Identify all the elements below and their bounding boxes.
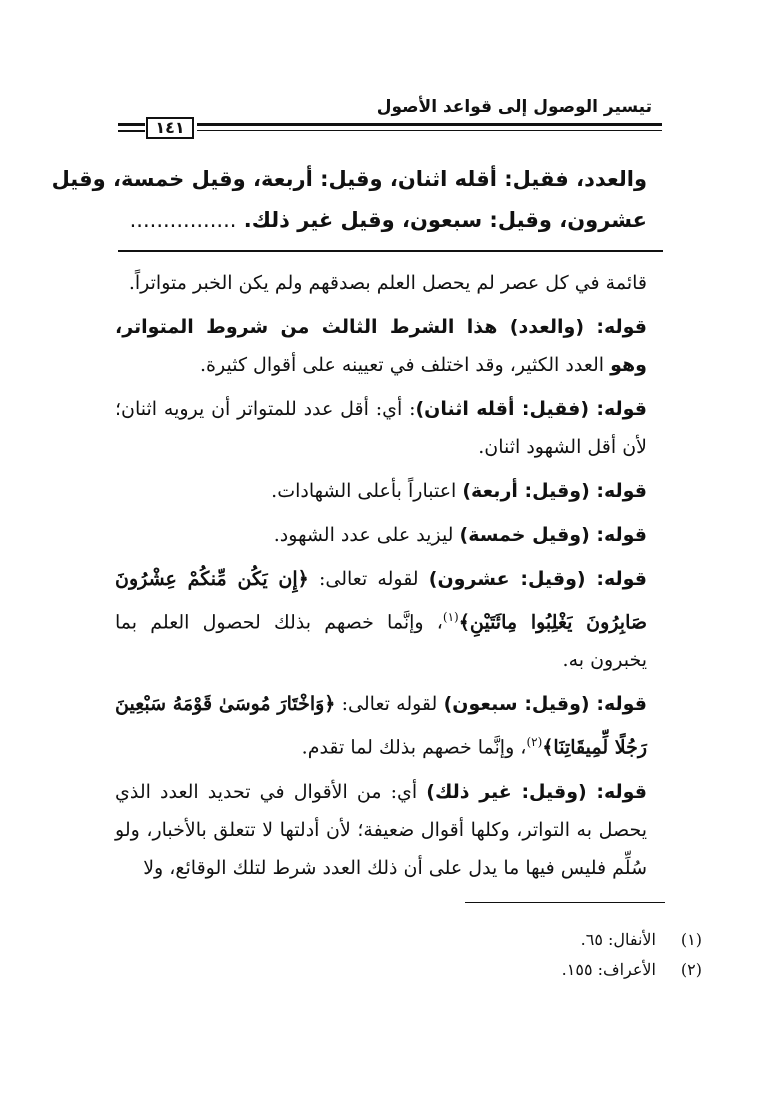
p3-rest: : أي: أقل عدد للمتواتر أن يرويه اثنان؛ لأن أقل الشهود اثنان. (115, 398, 647, 458)
header-rule-left-thin (118, 130, 145, 132)
p6-pre: قوله: (585, 568, 647, 590)
p5-bold: (وقيل خمسة) (459, 524, 590, 546)
p5-pre: قوله: (589, 524, 647, 546)
p8-bold: (وقيل: غير ذلك) (426, 780, 587, 803)
footnote-separator-rule (465, 902, 665, 903)
p7-bold: (وقيل: سبعون) (443, 693, 590, 716)
commentary-paragraph-7 (115, 685, 647, 766)
p4-rest: اعتباراً بأعلى الشهادات. (271, 480, 463, 502)
p7-pre: قوله: (589, 693, 647, 716)
page-number: ١٤١ (146, 117, 194, 139)
p6-rest: ، وإنَّما خصهم بذلك لحصول العلم بما يخبرون به. (115, 611, 647, 672)
footnote-number: (٢) (680, 960, 702, 979)
header-rule-right (197, 123, 662, 126)
quran-verse-anfal: ﴿إِن يَكُن مِّنكُمْ عِشْرُونَ صَابِرُونَ يَغْلِبُوا مِائَتَيْنِ﴾ (115, 568, 647, 634)
footnote-1 (562, 925, 702, 955)
p2-lead: قوله: (والعدد) هذا الشرط الثالث من شروط المتواتر، وهو (115, 316, 647, 376)
p6-bold: (وقيل: عشرون) (428, 568, 586, 590)
p7-rest: ، وإنَّما خصهم بذلك لما تقدم. (301, 736, 527, 759)
footnote-ref-2[interactable]: (٢) (526, 735, 543, 750)
matn-separator-rule (118, 250, 663, 252)
p7-mid: لقوله تعالى: (335, 693, 444, 716)
p4-bold: (وقيل: أربعة) (462, 480, 590, 502)
header-rule-left (118, 123, 145, 126)
matn-line-1: والعدد، فقيل: أقله اثنان، وقيل: أربعة، وقيل خمسة، وقيل (51, 167, 647, 191)
footnotes (562, 925, 702, 985)
footnote-ref-1[interactable]: (١) (442, 610, 459, 624)
p2-rest: العدد الكثير، وقد اختلف في تعيينه على أقوال كثيرة. (200, 354, 605, 376)
commentary-paragraph-2 (115, 308, 647, 384)
matn-text (51, 159, 647, 241)
commentary-paragraph-3 (115, 390, 647, 466)
quran-verse-araf: ﴿وَاخْتَارَ مُوسَىٰ قَوْمَهُ سَبْعِينَ رَجُلًا لِّمِيقَاتِنَا﴾ (115, 693, 647, 759)
commentary-paragraph-8 (115, 773, 647, 887)
matn-line-2-text: عشرون، وقيل: سبعون، وقيل غير ذلك. (243, 208, 647, 232)
p8-pre: قوله: (586, 780, 647, 803)
footnote-number: (١) (680, 930, 702, 949)
commentary-body (115, 264, 647, 887)
footnote-text: الأنفال: ٦٥. (580, 930, 656, 949)
footnote-text: الأعراف: ١٥٥. (561, 960, 656, 979)
commentary-paragraph-5 (115, 516, 647, 554)
matn-line-2 (115, 200, 647, 241)
p4-pre: قوله: (589, 480, 647, 502)
p5-rest: ليزيد على عدد الشهود. (273, 524, 460, 546)
running-title: تيسير الوصول إلى قواعد الأصول (376, 97, 652, 117)
matn-dots: ................ (129, 208, 237, 232)
p8-rest: أي: من الأقوال في تحديد العدد الذي يحصل به التواتر، وكلها أقوال ضعيفة؛ لأن أدلتها لا تتعلق بالأخبار، ولو سُلِّم فليس فيها ما يدل على أن ذلك العدد شرط لتلك الوقائع، ولا (115, 780, 647, 879)
commentary-paragraph-6 (115, 560, 647, 679)
commentary-paragraph-1: قائمة في كل عصر لم يحصل العلم بصدقهم ولم يكن الخبر متواتراً. (128, 272, 647, 294)
p6-mid: لقوله تعالى: (308, 568, 429, 590)
commentary-paragraph-4 (115, 472, 647, 510)
p3-pre: قوله: (589, 398, 647, 420)
footnote-2 (562, 955, 702, 985)
header-rule-right-thin (197, 130, 662, 131)
p3-bold: (فقيل: أقله اثنان) (415, 398, 589, 420)
